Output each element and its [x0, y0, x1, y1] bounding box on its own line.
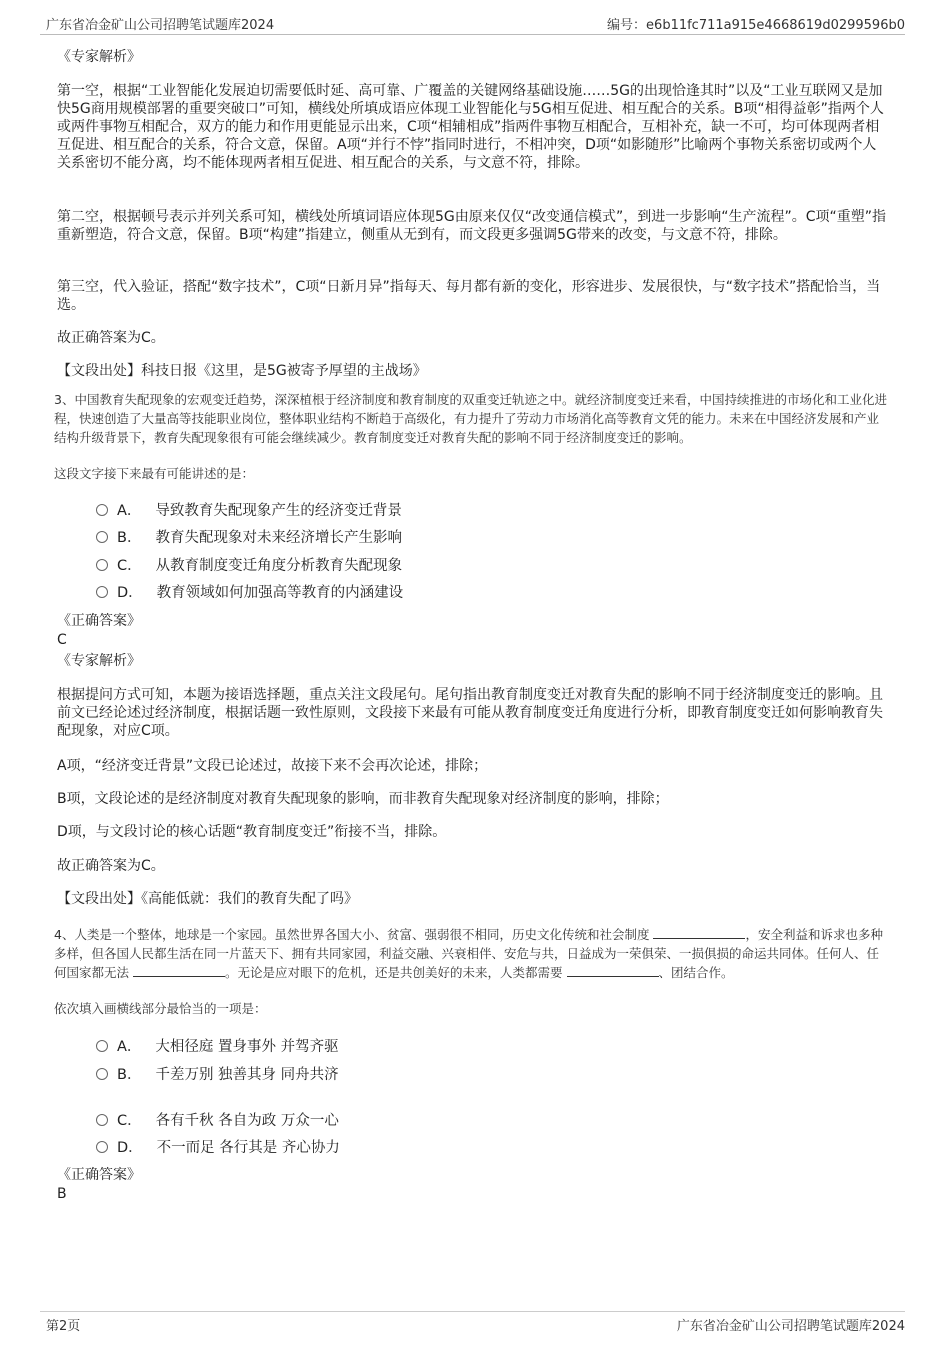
analysis-paragraph-2: 第二空，根据顿号表示并列关系可知，横线处所填词语应体现5G由原来仅仅“改变通信模式”，到进一步影响“生产流程”。C项“重塑”指重新塑造，符合文意，保留。B项“构建”指建立，侧重从无到有，而文段更多强调5G带来的改变，与文意不符，排除。	[57, 209, 887, 243]
radio-icon[interactable]	[96, 586, 108, 598]
header-title: 广东省冶金矿山公司招聘笔试题库2024	[46, 18, 275, 33]
question-3-prompt: 这段文字接下来最有可能讲述的是：	[54, 466, 255, 481]
footer-title: 广东省冶金矿山公司招聘笔试题库2024	[676, 1319, 905, 1334]
fill-blank-1	[653, 926, 745, 939]
correct-answer-value: C	[57, 632, 67, 648]
option-d[interactable]: D． 教育领域如何加强高等教育的内涵建设	[96, 581, 403, 602]
question-4-stem: 4、人类是一个整体，地球是一个家园。虽然世界各国大小、贫富、强弱很不相同，历史文化传统和社会制度 ，安全利益和诉求也多种多样，但各国人民都生活在同一片蓝天下、拥有共同家园，利益交融、兴衰相伴、安危与共，日益成为一荣俱荣、一损俱损的命运共同体。任何人、任何国家都无法 。无论是应对眼下的危机，还是共创美好的未来，人类都需要 、团结合作。	[54, 927, 883, 980]
source-citation: 【文段出处】《高能低就：我们的教育失配了吗》	[57, 891, 358, 907]
radio-icon[interactable]	[96, 1141, 108, 1153]
question-3-stem: 3、中国教育失配现象的宏观变迁趋势，深深植根于经济制度和教育制度的双重变迁轨迹之中。就经济制度变迁来看，中国持续推进的市场化和工业化进程，快速创造了大量高等技能职业岗位，整体职业结构不断趋于高级化，有力提升了劳动力市场消化高等教育文凭的能力。未来在中国经济发展和产业结构升级背景下，教育失配现象很有可能会继续减少。教育制度变迁对教育失配的影响不同于经济制度变迁的影响。	[54, 392, 887, 445]
option-c[interactable]: C． 从教育制度变迁角度分析教育失配现象	[96, 554, 402, 575]
radio-icon[interactable]	[96, 504, 108, 516]
analysis-paragraph: 根据提问方式可知，本题为接语选择题，重点关注文段尾句。尾句指出教育制度变迁对教育失配的影响不同于经济制度变迁的影响。且前文已经论述过经济制度，根据话题一致性原则，文段接下来最有可能从教育制度变迁角度进行分析，即教育制度变迁如何影响教育失配现象，对应C项。	[57, 687, 883, 739]
radio-icon[interactable]	[96, 559, 108, 571]
correct-answer-heading: 《正确答案》	[57, 613, 141, 629]
radio-icon[interactable]	[96, 1040, 108, 1052]
option-a[interactable]: A． 大相径庭 置身事外 并驾齐驱	[96, 1035, 339, 1056]
expert-analysis-heading: 《专家解析》	[57, 49, 141, 65]
analysis-item-a: A项，“经济变迁背景”文段已论述过，故接下来不会再次论述，排除；	[57, 758, 488, 774]
correct-answer-value: B	[57, 1186, 67, 1202]
page-footer	[40, 1311, 905, 1334]
analysis-paragraph-3: 第三空，代入验证，搭配“数字技术”，C项“日新月异”指每天、每月都有新的变化，形容进步、发展很快，与“数字技术”搭配恰当，当选。	[57, 279, 881, 313]
option-b[interactable]: B． 教育失配现象对未来经济增长产生影响	[96, 526, 402, 547]
fill-blank-3	[567, 964, 659, 977]
option-c[interactable]: C． 各有千秋 各自为政 万众一心	[96, 1109, 339, 1130]
expert-analysis-heading: 《专家解析》	[57, 653, 141, 669]
option-a[interactable]: A． 导致教育失配现象产生的经济变迁背景	[96, 499, 402, 520]
page-number: 第2页	[46, 1319, 81, 1334]
source-citation: 【文段出处】科技日报《这里，是5G被寄予厚望的主战场》	[57, 363, 427, 379]
analysis-item-b: B项，文段论述的是经济制度对教育失配现象的影响，而非教育失配现象对经济制度的影响，排除；	[57, 791, 669, 807]
analysis-conclusion: 故正确答案为C。	[57, 330, 165, 346]
question-4-prompt: 依次填入画横线部分最恰当的一项是：	[54, 1001, 267, 1016]
analysis-paragraph-1: 第一空，根据“工业智能化发展迫切需要低时延、高可靠、广覆盖的关键网络基础设施……5G的出现恰逢其时”以及“工业互联网又是加快5G商用规模部署的重要突破口”可知，横线处所填成语应体现工业智能化与5G相互促进、相互配合的关系。B项“相得益彰”指两个人或两件事物互相配合，双方的能力和作用更能显示出来，C项“相辅相成”指两件事物互相配合，互相补充，缺一不可，均可体现两者相互促进、相互配合的关系，符合文意，保留。A项“并行不悖”指同时进行，不相冲突，D项“如影随形”比喻两个事物关系密切或两个人关系密切不能分离，均不能体现两者相互促进、相互配合的关系，与文意不符，排除。	[57, 83, 884, 171]
fill-blank-2	[133, 964, 225, 977]
page-header	[40, 12, 905, 35]
header-serial-number: 编号：e6b11fc711a915e4668619d0299596b0	[607, 18, 905, 33]
radio-icon[interactable]	[96, 1114, 108, 1126]
correct-answer-heading: 《正确答案》	[57, 1167, 141, 1183]
analysis-item-d: D项，与文段讨论的核心话题“教育制度变迁”衔接不当，排除。	[57, 824, 447, 840]
option-d[interactable]: D． 不一而足 各行其是 齐心协力	[96, 1136, 340, 1157]
radio-icon[interactable]	[96, 531, 108, 543]
analysis-conclusion: 故正确答案为C。	[57, 858, 165, 874]
radio-icon[interactable]	[96, 1068, 108, 1080]
option-b[interactable]: B． 千差万别 独善其身 同舟共济	[96, 1063, 339, 1084]
